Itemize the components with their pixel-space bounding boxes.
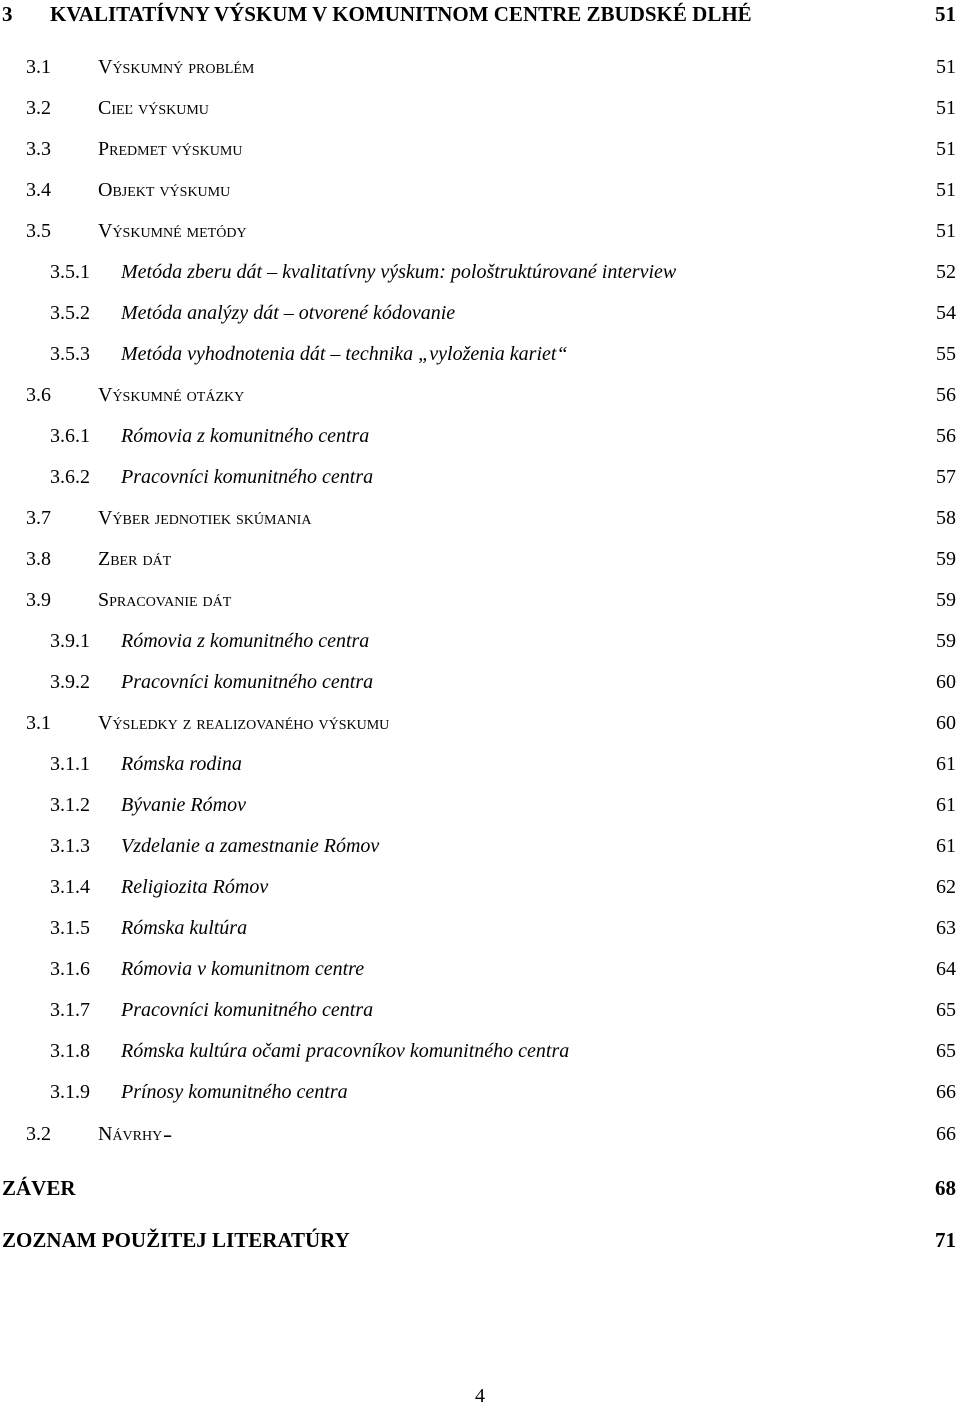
toc-entry-title <box>121 995 916 1025</box>
toc-entry-title-text: Rómovia z komunitného centra <box>121 630 370 652</box>
toc-entry-number: 3.4 <box>26 179 51 201</box>
toc-entry-title <box>121 462 916 492</box>
toc-entry[interactable] <box>0 175 956 205</box>
toc-entry-title <box>98 93 916 123</box>
toc-entry-number: 3.3 <box>26 138 51 160</box>
toc-entry-number: 3.8 <box>26 548 51 570</box>
toc-entry[interactable] <box>0 708 956 738</box>
toc-entry-number: 3.1.9 <box>50 1081 90 1103</box>
toc-entry-title <box>121 339 916 369</box>
toc-entry-page: 71 <box>935 1228 956 1252</box>
toc-entry-page: 61 <box>936 753 956 775</box>
toc-entry-page: 56 <box>936 384 956 406</box>
toc-entry[interactable] <box>0 585 956 615</box>
toc-entry-title <box>121 667 916 697</box>
toc-entry-page: 51 <box>935 2 956 26</box>
toc-entry-number: 3.2 <box>26 1123 51 1145</box>
toc-entry-title-text: Pracovníci komunitného centra <box>121 466 374 488</box>
toc-entry-title <box>98 585 916 615</box>
toc-entry-page: 59 <box>936 589 956 611</box>
toc-entry-page: 51 <box>936 138 956 160</box>
toc-entry-title <box>121 831 916 861</box>
toc-entry-title-text: Výsledky z realizovaného výskumu <box>98 712 390 734</box>
toc-entry[interactable] <box>0 257 956 287</box>
toc-entry-number: 3.6.2 <box>50 466 90 488</box>
toc-entry-page: 60 <box>936 671 956 693</box>
toc-entry-number: 3.1.1 <box>50 753 90 775</box>
toc-entry-number: 3.5.3 <box>50 343 90 365</box>
toc-entry-number: 3.1.2 <box>50 794 90 816</box>
toc-entry-page: 68 <box>935 1176 956 1200</box>
toc-entry-title-text: Rómovia v komunitnom centre <box>121 958 365 980</box>
toc-entry-page: 55 <box>936 343 956 365</box>
toc-entry-title <box>98 708 916 738</box>
toc-entry[interactable] <box>0 0 956 29</box>
toc-entry-page: 56 <box>936 425 956 447</box>
toc-entry[interactable] <box>0 421 956 451</box>
toc-entry-title <box>121 790 916 820</box>
toc-entry[interactable] <box>0 1225 956 1255</box>
toc-entry-page: 51 <box>936 56 956 78</box>
toc-entry-number: 3.2 <box>26 97 51 119</box>
toc-entry-page: 66 <box>936 1081 956 1103</box>
toc-entry[interactable] <box>0 1077 956 1107</box>
toc-entry-title <box>98 544 916 574</box>
toc-entry-page: 57 <box>936 466 956 488</box>
toc-entry[interactable] <box>0 667 956 697</box>
toc-entry-number: 3.1.4 <box>50 876 90 898</box>
toc-entry-number: 3.9.1 <box>50 630 90 652</box>
toc-entry[interactable] <box>0 134 956 164</box>
toc-entry-title-text: Cieľ výskumu <box>98 97 209 119</box>
toc-entry-title-text: Metóda analýzy dát – otvorené kódovanie <box>121 302 456 324</box>
toc-entry-page: 64 <box>936 958 956 980</box>
page-number: 4 <box>475 1385 485 1407</box>
toc-entry-title-text: Výber jednotiek skúmania <box>98 507 312 529</box>
toc-entry-title <box>121 913 916 943</box>
toc-entry-title-text: Pracovníci komunitného centra <box>121 999 374 1021</box>
toc-entry[interactable] <box>0 544 956 574</box>
toc-entry-title-text: Rómska kultúra očami pracovníkov komunitného centra <box>121 1040 570 1062</box>
toc-entry-title-text: Pracovníci komunitného centra <box>121 671 374 693</box>
toc-entry-number: 3.7 <box>26 507 51 529</box>
toc-entry[interactable] <box>0 1173 956 1203</box>
toc-entry[interactable] <box>0 626 956 656</box>
toc-entry-title-text: Výskumný problém <box>98 56 255 78</box>
toc-entry-title <box>98 380 916 410</box>
toc-entry[interactable] <box>0 93 956 123</box>
toc-entry[interactable] <box>0 749 956 779</box>
toc-entry-title <box>98 503 916 533</box>
toc-entry-number: 3.1 <box>26 56 51 78</box>
toc-entry-page: 59 <box>936 630 956 652</box>
toc-entry-number: 3.9 <box>26 589 51 611</box>
toc-entry-title <box>98 52 916 82</box>
toc-entry-number: 3.6.1 <box>50 425 90 447</box>
toc-entry[interactable] <box>0 790 956 820</box>
toc-entry-title-text: ZÁVER <box>2 1176 76 1200</box>
toc-entry-page: 51 <box>936 97 956 119</box>
toc-entry-title <box>121 954 916 984</box>
toc-entry[interactable] <box>0 298 956 328</box>
toc-entry-title-text: Návrhy <box>98 1123 163 1145</box>
toc-entry-title <box>121 421 916 451</box>
toc-entry-title-text: Zber dát <box>98 548 172 570</box>
toc-entry-title-text: ZOZNAM POUŽITEJ LITERATÚRY <box>2 1228 350 1252</box>
toc-entry-title-text: Výskumné otázky <box>98 384 245 406</box>
toc-entry-page: 61 <box>936 835 956 857</box>
toc-entry-title-text: Rómska kultúra <box>121 917 248 939</box>
toc-entry-number: 3 <box>2 2 13 26</box>
toc-entry-number: 3.1.7 <box>50 999 90 1021</box>
toc-entry[interactable] <box>0 462 956 492</box>
toc-entry[interactable] <box>0 995 956 1025</box>
toc-entry-page: 54 <box>936 302 956 324</box>
toc-entry-title <box>98 175 916 205</box>
toc-entry[interactable] <box>0 52 956 82</box>
toc-entry-title <box>121 749 916 779</box>
toc-entry-number: 3.5.2 <box>50 302 90 324</box>
toc-entry[interactable] <box>0 831 956 861</box>
toc-entry-title-text: Predmet výskumu <box>98 138 243 160</box>
toc-entry-page: 63 <box>936 917 956 939</box>
toc-entry-title-text: Rómska rodina <box>121 753 242 775</box>
toc-entry-title-text: Religiozita Rómov <box>121 876 269 898</box>
toc-entry-page: 60 <box>936 712 956 734</box>
toc-entry-title-text: Rómovia z komunitného centra <box>121 425 370 447</box>
toc-entry-page: 62 <box>936 876 956 898</box>
toc-entry[interactable] <box>0 503 956 533</box>
toc-entry-title-text: KVALITATÍVNY VÝSKUM V KOMUNITNOM CENTRE ZBUDSKÉ DLHÉ <box>50 2 752 26</box>
toc-entry-page: 65 <box>936 999 956 1021</box>
toc-entry-number: 3.1.3 <box>50 835 90 857</box>
toc-entry-title-text: Vzdelanie a zamestnanie Rómov <box>121 835 380 857</box>
toc-entry-title <box>121 1077 916 1107</box>
toc-entry-page: 66 <box>936 1123 956 1145</box>
toc-entry-title-text: Bývanie Rómov <box>121 794 246 816</box>
toc-entry-page: 59 <box>936 548 956 570</box>
toc-entry-title-text: Metóda zberu dát – kvalitatívny výskum: pološtruktúrované interview <box>121 261 677 283</box>
toc-entry-title <box>121 257 916 287</box>
toc-entry-number: 3.1 <box>26 712 51 734</box>
toc-entry-title-text: Výskumné metódy <box>98 220 247 242</box>
toc-entry-number: 3.1.8 <box>50 1040 90 1062</box>
toc-entry-title <box>121 1036 916 1066</box>
toc-entry-title <box>121 298 916 328</box>
toc-entry-page: 65 <box>936 1040 956 1062</box>
toc-entry-number: 3.5 <box>26 220 51 242</box>
toc-entry-title <box>121 872 916 902</box>
toc-entry-title <box>50 0 916 29</box>
toc-entry-page: 58 <box>936 507 956 529</box>
toc-entry-title-text: Metóda vyhodnotenia dát – technika „vyloženia kariet“ <box>121 343 568 365</box>
toc-entry-title <box>98 216 916 246</box>
toc-entry-number: 3.6 <box>26 384 51 406</box>
toc-entry-title <box>2 1173 920 1203</box>
toc-entry-page: 61 <box>936 794 956 816</box>
toc-entry-title-text: Objekt výskumu <box>98 179 231 201</box>
toc-entry-page: 52 <box>936 261 956 283</box>
toc-entry[interactable] <box>0 1036 956 1066</box>
toc-entry-number: 3.5.1 <box>50 261 90 283</box>
toc-entry-number: 3.9.2 <box>50 671 90 693</box>
toc-entry-page: 51 <box>936 220 956 242</box>
toc-entry-title <box>121 626 916 656</box>
toc-entry[interactable] <box>0 339 956 369</box>
toc-entry-title <box>98 134 916 164</box>
toc-entry-page: 51 <box>936 179 956 201</box>
toc-entry-title-text: Spracovanie dát <box>98 589 232 611</box>
toc-entry[interactable] <box>0 1119 956 1149</box>
toc-entry-title-text: Prínosy komunitného centra <box>121 1081 348 1103</box>
toc-entry[interactable] <box>0 216 956 246</box>
toc-entry[interactable] <box>0 872 956 902</box>
toc-entry[interactable] <box>0 380 956 410</box>
toc-entry-number: 3.1.5 <box>50 917 90 939</box>
toc-entry-number: 3.1.6 <box>50 958 90 980</box>
toc-entry-title <box>98 1119 916 1149</box>
toc-entry-title <box>2 1225 920 1255</box>
toc-entry[interactable] <box>0 954 956 984</box>
toc-entry[interactable] <box>0 913 956 943</box>
